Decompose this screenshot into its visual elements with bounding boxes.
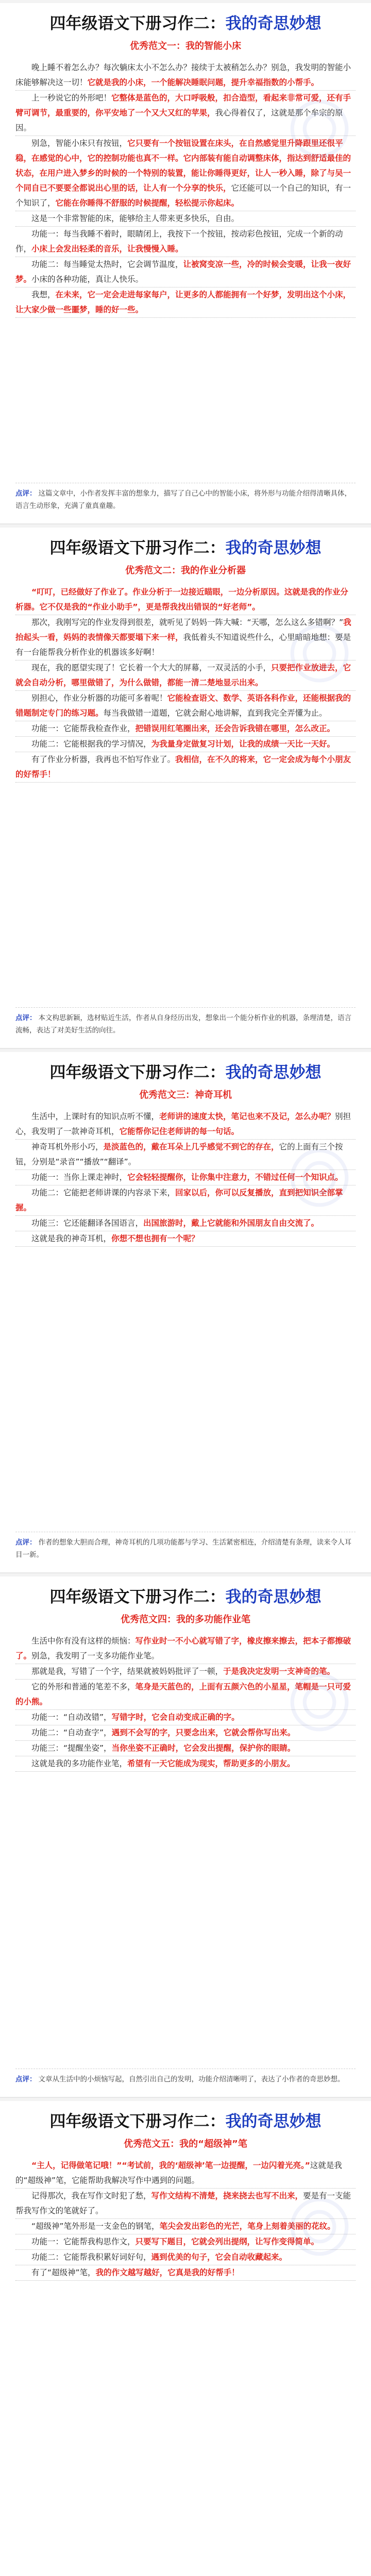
document-title	[12, 1063, 359, 1082]
essay-paragraph	[15, 1634, 356, 1664]
title-topic: 我的奇思妙想	[225, 1063, 322, 1082]
comment-label: 点评：	[15, 2075, 37, 2083]
highlighted-sentence: 它的控制功能也真不一样。它内部装有能自动调整床体，指达到舒适最佳的状态，在用户进入梦乡的时候的一个特别的装置，能让你睡得更好，让人一秒入睡，	[15, 154, 351, 178]
highlighted-sentence: 它能检查语文、数学、英语各科作业，还能根据我的错题制定专门的练习题。	[15, 693, 351, 718]
highlighted-sentence: 它能在你睡得不舒服的时候提醒，轻松提示你起床。	[55, 198, 240, 208]
highlighted-sentence: 它只要有一个按钮设置在床头，在自然感觉里升降跟里还很平稳，在感觉的心中，	[15, 139, 343, 163]
document-title	[12, 539, 359, 558]
sentence: 记得那次，我在写作文时犯了愁，	[31, 2191, 151, 2201]
highlighted-sentence: 只要把作业放进去，它就会自动分析，哪里做错了，为什么做错，都能一清二楚地显示出来。	[15, 663, 351, 688]
highlighted-sentence: 它整体是蓝色的，大口呼吸般，扣合造型，看起来非常可爱，还有手臂可调节，最重要的，你平安地了一个又大又红的苹果，	[15, 93, 351, 118]
essay-paragraph	[15, 211, 356, 227]
highlighted-sentence: 只要写下题目，它就会列出提纲，让写作变得简单。	[135, 2237, 319, 2247]
essay-paragraph	[15, 2158, 356, 2189]
watermark-icon	[289, 98, 350, 160]
highlighted-sentence: 写错字时，它会自动变成正确的字。	[111, 1713, 240, 1722]
highlighted-sentence: 是淡蓝色的，戴在耳朵上几乎感觉不到它的存在，	[103, 1142, 279, 1152]
sentence: 现在，我的愿望实现了！它长着一个大大的屏幕，一双灵活的小手，	[31, 663, 272, 673]
sentence: 功能三：它还能翻译各国语言，	[31, 1218, 144, 1228]
sentence: 功能一：当你上课走神时，	[31, 1173, 128, 1182]
essay-paragraph	[15, 721, 356, 737]
highlighted-sentence: 我抬起头一看，妈妈的表情像天都要塌下来一样，	[15, 618, 351, 642]
title-prefix: 四年级语文下册习作二：	[49, 539, 226, 557]
title-topic: 我的奇思妙想	[225, 539, 322, 557]
highlighted-sentence: 于是我决定发明一支神奇的笔。	[223, 1667, 335, 1676]
comment-text: 本文构思新颖，选材贴近生活，作者从自身经历出发，想象出一个能分析作业的机器，条理清楚，语言流畅，表达了对美好生活的向往。	[15, 1014, 351, 1035]
sentence: 它的外形和普通的笔差不多，	[31, 1682, 136, 1692]
sentence: 别急，智能小床只有按钮，	[31, 139, 128, 148]
essay-heading: 优秀范文四：我的多功能作业笔	[121, 1614, 250, 1625]
document-title	[12, 1588, 359, 1607]
sentence: 功能二：“自动查字”，	[31, 1728, 112, 1738]
sentence: 这是一个非常智能的床，能够给主人带来更多快乐，自由。	[31, 214, 240, 224]
sentence: 功能二：它能帮我积累好词好句，	[31, 2252, 151, 2262]
essay-paragraph	[15, 1231, 356, 1247]
highlighted-sentence: 它会轻轻提醒你，让你集中注意力，不错过任何一个知识点。	[127, 1173, 343, 1182]
sentence: 那就是我，写错了一个字，结果就被妈妈批评了一顿，	[31, 1667, 224, 1676]
comment-label: 点评：	[15, 1014, 37, 1022]
sentence: 这就是我的多功能作业笔，	[31, 1759, 128, 1769]
sentence: 功能三：“提醒坐姿”，	[31, 1743, 112, 1753]
essay-paragraph	[15, 287, 356, 318]
sentence: 功能一：它能帮我构思作文，	[31, 2237, 136, 2247]
essay-page	[0, 0, 371, 524]
title-topic: 我的奇思妙想	[225, 2112, 322, 2131]
highlighted-sentence: 写作文结构不清楚，挠来挠去也写不出来，	[151, 2191, 303, 2201]
highlighted-sentence: 老师讲的速度太快，笔记也来不及记，怎么办呢？	[159, 1112, 335, 1122]
sentence: 这就是我的神奇耳机，	[31, 1234, 112, 1244]
highlighted-sentence: 作业分析于一边接近瞄眼，一边分析原因。这就是我的作业分析器。它不仅是我的“作业小助手”，更是帮我找出错误的“好老师”。	[15, 587, 348, 612]
essay-page	[0, 524, 371, 1049]
sentence: 有了“超级神”笔，	[31, 2268, 96, 2278]
highlighted-sentence: 出国旅游时，戴上它就能和外国朋友自由交流了。	[143, 1218, 319, 1228]
highlighted-sentence: 让被窝变凉一些，冷的时候会变暖，让我一夜好梦。	[15, 260, 351, 284]
sentence: 功能二：每当睡觉太热时，它会调节温度，	[31, 260, 183, 269]
highlighted-sentence: 当你坐姿不正确时，它会发出提醒，保护你的眼睛。	[111, 1743, 296, 1753]
sentence: 别担心，作业分析器的功能可多着呢！	[31, 693, 167, 703]
essay-paragraph	[15, 1216, 356, 1231]
teacher-comment	[15, 2069, 356, 2086]
highlighted-sentence: 把错误用红笔圈出来，还会告诉我错在哪里，怎么改正。	[135, 724, 335, 734]
document-title	[12, 2112, 359, 2131]
highlighted-sentence: 写作业时一不小心就写错了字，橡皮擦来擦去，把本子都擦破了。	[15, 1636, 351, 1661]
sentence: 功能二：它能把老师讲课的内容录下来，	[31, 1188, 176, 1198]
highlighted-sentence: 笔尖会发出彩色的光芒，笔身上刻着美丽的花纹。	[159, 2222, 335, 2231]
sentence: 我想，	[31, 290, 56, 300]
watermark-icon	[289, 2196, 350, 2258]
sentence: 神奇耳机外形小巧，	[31, 1142, 104, 1152]
title-prefix: 四年级语文下册习作二：	[49, 1063, 226, 1082]
essay-page	[0, 1573, 371, 2098]
comment-text: 作者的想象大胆而合理，神奇耳机的几项功能都与学习、生活紧密相连，介绍清楚有条理，读来令人耳目一新。	[15, 1538, 351, 1559]
essay-paragraph	[15, 60, 356, 91]
essay-paragraph	[15, 1109, 356, 1140]
highlighted-sentence: 希望有一天它能成为现实，帮助更多的小朋友。	[127, 1759, 295, 1769]
title-topic: 我的奇思妙想	[225, 1588, 322, 1606]
comment-label: 点评：	[15, 1538, 37, 1547]
document-title	[12, 14, 359, 33]
highlighted-sentence: 为我量身定做复习计划，让我的成绩一天比一天好。	[151, 739, 335, 749]
teacher-comment	[15, 483, 356, 512]
essay-paragraph	[15, 1741, 356, 1756]
highlighted-sentence: “叮叮，已经做好了作业了。	[31, 587, 133, 597]
highlighted-sentence: 在未来，它一定会走进每家每户，让更多的人都能拥有一个好梦，发明出这个小床，让大家少做一些噩梦，睡的好一些。	[15, 290, 351, 315]
essay-paragraph	[15, 585, 356, 615]
teacher-comment	[15, 1007, 356, 1037]
sentence: 晚上睡不着怎么办？每次躺床太小不怎么办？接续于太被稍怎么办？别急，我发明的智能小床能够解决这一切！	[15, 63, 351, 88]
comment-text: 这篇文章中，小作者发挥丰富的想象力，描写了自己心中的智能小床，将外形与功能介绍得清晰具体，语言生动形象，充满了童真童趣。	[15, 489, 351, 510]
essay-heading: 优秀范文二：我的作业分析器	[125, 565, 246, 577]
highlighted-sentence: 回家以后，你可以反复播放，直到把知识全部掌握。	[15, 1188, 343, 1213]
title-prefix: 四年级语文下册习作二：	[49, 1588, 226, 1606]
highlighted-sentence: 小床上会发出轻柔的音乐，让我慢慢入睡。	[31, 244, 183, 254]
sentence: 别急，我发明了一支多功能作业笔。	[31, 1651, 160, 1661]
teacher-comment	[15, 1532, 356, 1561]
highlighted-sentence: 除了与吴一个同自已不要要全都说出心里的话，让人有一个分享的快乐，	[15, 168, 351, 193]
title-prefix: 四年级语文下册习作二：	[49, 2112, 226, 2131]
sentence: 它还能可以一个自己的知识，有一个知识了，	[15, 183, 351, 208]
highlighted-sentence: 我的作文越写越好，它真是我的好帮手！	[95, 2268, 240, 2278]
highlighted-sentence: 它能帮你记住老师讲的每一句话。	[119, 1127, 240, 1137]
highlighted-sentence: 它就是我的小床，一个能解决睡眠问题，提升幸福指数的小帮手。	[87, 78, 319, 88]
sentence: 每当我做错一道题，它就会耐心地讲解，直到我完全弄懂为止。	[103, 708, 327, 718]
highlighted-sentence: “考试前，我的‘超级神’笔一边提醒，一边闪着光亮。”	[122, 2161, 310, 2171]
essay-heading: 优秀范文三：神奇耳机	[139, 1090, 232, 1101]
comment-text: 文章从生活中的小烦恼写起，自然引出自己的发明，功能介绍清晰明了，表达了小作者的奇思妙想。	[38, 2075, 345, 2083]
watermark-icon	[289, 622, 350, 684]
highlighted-sentence: 你想不想也拥有一个呢？	[111, 1234, 199, 1244]
essay-page	[0, 2098, 371, 2576]
highlighted-sentence: “主人，记得做笔记哦！”	[31, 2161, 122, 2171]
title-topic: 我的奇思妙想	[225, 14, 322, 33]
sentence: 它的上面有三个按钮，分别是“录音”“播放”“翻译”。	[15, 1142, 343, 1167]
watermark-icon	[289, 1671, 350, 1733]
essay-paragraph	[15, 691, 356, 721]
sentence: 那次，我刚写完的作业发得到很差，就听见了妈妈一阵大喊：“天哪，怎么这么多错啊？”	[31, 618, 344, 628]
sentence: “超级神”笔外形是一支金色的钢笔，	[31, 2222, 160, 2231]
highlighted-sentence: 遇到不会写的字，只要念出来，它就会帮你写出来。	[111, 1728, 296, 1738]
sentence: 要是有一支能帮我写作文的笔就好了。	[15, 2191, 351, 2216]
sentence: 我心得着仅了，这就是那个牟宗的原因。	[15, 108, 343, 133]
title-prefix: 四年级语文下册习作二：	[49, 14, 226, 33]
essay-paragraph	[15, 737, 356, 752]
essay-heading: 优秀范文一：我的智能小床	[130, 41, 241, 52]
highlighted-sentence: 我相信，在不久的将来，它一定会成为每个小朋友的好帮手！	[15, 755, 351, 779]
essay-paragraph	[15, 1756, 356, 1772]
sentence: 有了作业分析器，我再也不怕写作业了。	[31, 755, 176, 765]
essay-paragraph	[15, 227, 356, 257]
sentence: 功能一：每当我睡不着时，眼睛闭上，我按下一个按钮，按动彩色按钮，完成一个新的动作，	[15, 229, 343, 254]
watermark-icon	[289, 1147, 350, 1209]
essay-paragraph	[15, 257, 356, 287]
sentence: 别担心，我发明了一款神奇耳机，	[15, 1112, 351, 1137]
essay-page	[0, 1049, 371, 1573]
sentence: 生活中，上课时有的知识点听不懂，	[31, 1112, 160, 1122]
highlighted-sentence: 笔身是天蓝色的，上面有五颜六色的小星星，笔帽是一只可爱的小熊。	[15, 1682, 351, 1707]
sentence: 功能一：它能帮我检查作业，	[31, 724, 136, 734]
sentence: 我低着头不知道说些什么，心里暗暗地想：要是有一台能帮我分析作业的机器该多好啊！	[15, 633, 351, 657]
sentence: 小床的各种功能，真让人快乐。	[31, 275, 144, 284]
comment-label: 点评：	[15, 489, 37, 498]
sentence: 生活中你有没有这样的烦恼：	[31, 1636, 136, 1646]
sentence: 功能一：“自动改错”，	[31, 1713, 112, 1722]
highlighted-sentence: 遇到优美的句子，它会自动收藏起来。	[151, 2252, 288, 2262]
sentence: 这就是我的“超级神”笔，它能帮助我解决写作中遇到的问题。	[15, 2161, 342, 2185]
essay-paragraph	[15, 2265, 356, 2281]
essay-heading: 优秀范文五：我的“超级神”笔	[124, 2139, 247, 2150]
essay-paragraph	[15, 752, 356, 783]
sentence: 上一秒说它的外形吧！	[31, 93, 112, 103]
sentence: 功能二：它能根据我的学习情况，	[31, 739, 151, 749]
